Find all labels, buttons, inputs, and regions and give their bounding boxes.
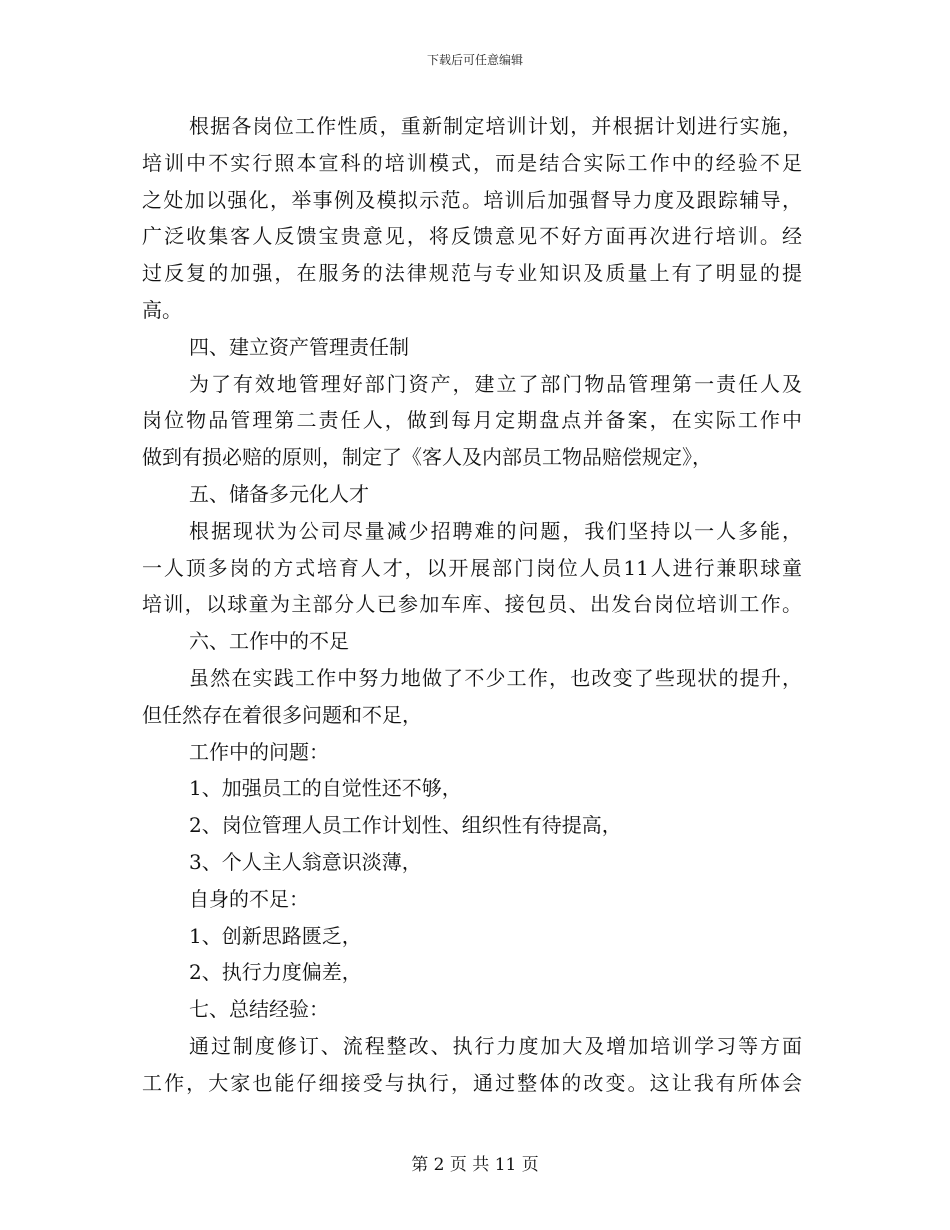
- section-heading: 四、建立资产管理责任制: [189, 334, 409, 359]
- document-body: [142, 108, 802, 1102]
- text-line: 培训，以球童为主部分人已参加车库、接包员、出发台岗位培训工作。: [142, 592, 802, 617]
- paragraph-asset-management: [142, 366, 802, 476]
- text-line: 培训中不实行照本宣科的培训模式，而是结合实际工作中的经验不足: [142, 150, 802, 175]
- text-line: 根据现状为公司尽量减少招聘难的问题，我们坚持以一人多能，: [189, 518, 802, 543]
- text-line: 岗位物品管理第二责任人，做到每月定期盘点并备案，在实际工作中: [142, 408, 802, 433]
- paragraph-shortcomings: [142, 660, 802, 734]
- text-line: 广泛收集客人反馈宝贵意见，将反馈意见不好方面再次进行培训。经: [142, 224, 802, 249]
- text-line: 通过制度修订、流程整改、执行力度加大及增加培训学习等方面: [189, 1033, 802, 1058]
- paragraph-summary: [142, 1028, 802, 1102]
- list-item: 2、执行力度偏差，: [189, 960, 362, 985]
- subheading: 工作中的问题：: [189, 739, 329, 764]
- text-line: 虽然在实践工作中努力地做了不少工作，也改变了些现状的提升，: [189, 665, 802, 690]
- list-item: 2、岗位管理人员工作计划性、组织性有待提高，: [189, 813, 622, 838]
- text-line: 做到有损必赔的原则，制定了《客人及内部员工物品赔偿规定》，: [142, 445, 712, 470]
- list-item: 3、个人主人翁意识淡薄，: [189, 849, 422, 874]
- list-item: 1、创新思路匮乏，: [189, 923, 362, 948]
- page-number: 第 2 页 共 11 页: [411, 1155, 539, 1175]
- paragraph-training: [142, 108, 802, 329]
- text-line: 过反复的加强，在服务的法律规范与专业知识及质量上有了明显的提: [142, 261, 802, 286]
- text-line: 之处加以强化，举事例及模拟示范。培训后加强督导力度及跟踪辅导，: [142, 187, 802, 212]
- page-header: 下载后可任意编辑: [426, 53, 523, 67]
- paragraph-talent-reserve: [142, 513, 802, 623]
- section-heading: 五、储备多元化人才: [189, 481, 369, 506]
- text-line: 但任然存在着很多问题和不足，: [142, 702, 422, 727]
- list-item: 1、加强员工的自觉性还不够，: [189, 776, 462, 801]
- section-heading: 六、工作中的不足: [189, 629, 349, 654]
- subheading: 自身的不足：: [189, 886, 309, 911]
- section-heading: 七、总结经验：: [189, 997, 329, 1022]
- text-line: 为了有效地管理好部门资产，建立了部门物品管理第一责任人及: [189, 371, 802, 396]
- text-line: 一人顶多岗的方式培育人才，以开展部门岗位人员11人进行兼职球童: [142, 555, 802, 580]
- text-line: 高。: [142, 297, 182, 322]
- text-line: 根据各岗位工作性质，重新制定培训计划，并根据计划进行实施，: [189, 114, 802, 138]
- text-line: 工作，大家也能仔细接受与执行，通过整体的改变。这让我有所体会: [142, 1070, 802, 1095]
